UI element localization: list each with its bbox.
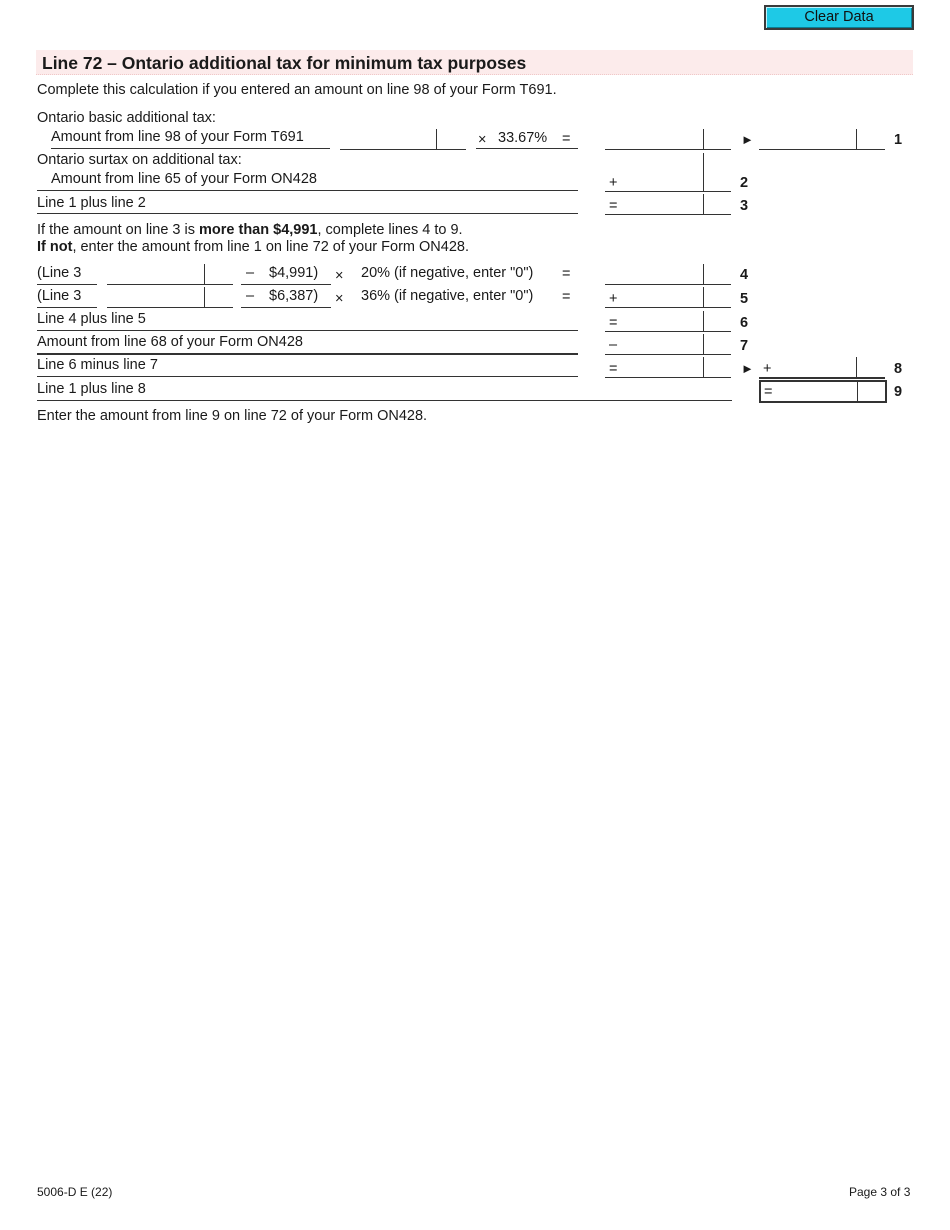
line9-total-input[interactable] <box>759 380 887 403</box>
line5-threshold-underline <box>241 307 331 308</box>
line3-equals: = <box>609 198 618 214</box>
line2-underline <box>37 190 578 191</box>
line3-amount-input[interactable] <box>605 194 731 215</box>
line2-plus: + <box>609 175 618 191</box>
line1-label-underline <box>51 148 330 149</box>
line7-number: 7 <box>740 338 749 354</box>
line8-number: 8 <box>894 361 903 377</box>
line6-label: Line 4 plus line 5 <box>37 311 146 327</box>
line8-plus: + <box>763 361 772 377</box>
line8-equals: = <box>609 361 618 377</box>
line4-result-cents-divider <box>703 264 704 284</box>
line2-amount-input[interactable] <box>605 171 731 192</box>
line7-amount-cents-divider <box>703 334 704 354</box>
line5-minus: – <box>246 288 255 304</box>
line8-label: Line 6 minus line 7 <box>37 357 158 373</box>
condition-part2: , complete lines 4 to 9. <box>317 222 463 238</box>
line8-amount-cents-divider <box>703 357 704 377</box>
line1-result-input[interactable] <box>605 129 731 150</box>
condition-part1: If the amount on line 3 is <box>37 222 200 238</box>
line4-rate-text: 20% (if negative, enter "0") <box>361 265 534 281</box>
line1-number: 1 <box>894 132 903 148</box>
line3-label: Line 1 plus line 2 <box>37 195 146 211</box>
line1-rate-underline <box>476 148 578 149</box>
line1-t691-amount-input[interactable] <box>340 129 466 150</box>
line8-underline <box>37 376 578 377</box>
line4-threshold: $4,991) <box>269 265 319 281</box>
line8-carry-input[interactable] <box>759 357 885 379</box>
line1-result-cents-divider <box>703 129 704 149</box>
clear-data-button[interactable]: Clear Data <box>764 5 914 30</box>
line7-minus: – <box>609 337 618 353</box>
condition-bold2: If not <box>37 239 73 255</box>
line1-heading: Ontario basic additional tax: <box>37 110 216 126</box>
line1-times: × <box>478 132 487 148</box>
line9-number: 9 <box>894 384 903 400</box>
condition-bold1: more than $4,991 <box>199 222 318 238</box>
closing-instruction: Enter the amount from line 9 on line 72 of your Form ON428. <box>37 408 428 424</box>
condition-line2 <box>37 240 469 255</box>
line9-equals: = <box>764 384 773 400</box>
line4-number: 4 <box>740 267 749 283</box>
line8-arrow-icon: ► <box>741 361 754 376</box>
line1-equals: = <box>562 131 571 147</box>
line1-carry-input[interactable] <box>759 129 885 150</box>
line2-amount-cents-divider <box>703 171 704 191</box>
section-title: Line 72 – Ontario additional tax for minimum tax purposes <box>42 53 527 73</box>
line5-line3-amount-input[interactable] <box>107 287 233 308</box>
condition-part3: , enter the amount from line 1 on line 72 of your Form ON428. <box>72 239 469 255</box>
line6-amount-cents-divider <box>703 311 704 331</box>
line5-number: 5 <box>740 291 749 307</box>
line1-arrow-icon: ► <box>741 132 754 147</box>
line1-t691-cents-divider <box>436 129 437 149</box>
line6-underline <box>37 330 578 331</box>
line1-carry-cents-divider <box>856 129 857 149</box>
line2-number: 2 <box>740 175 749 191</box>
line8-carry-cents-divider <box>856 357 857 377</box>
line6-amount-input[interactable] <box>605 311 731 332</box>
line7-label: Amount from line 68 of your Form ON428 <box>37 334 303 350</box>
line4-prefix: (Line 3 <box>37 265 82 281</box>
page-number: Page 3 of 3 <box>849 1185 911 1199</box>
line5-rate-text: 36% (if negative, enter "0") <box>361 288 534 304</box>
line9-cents-divider <box>857 382 858 401</box>
condition-line1 <box>37 223 463 238</box>
line7-underline <box>37 353 578 355</box>
line4-times: × <box>335 268 344 284</box>
line6-number: 6 <box>740 315 749 331</box>
line5-line3-cents-divider <box>204 287 205 307</box>
line4-line3-amount-input[interactable] <box>107 264 233 285</box>
line3-number: 3 <box>740 198 749 214</box>
line6-equals: = <box>609 315 618 331</box>
line3-underline <box>37 213 578 214</box>
line2-heading: Ontario surtax on additional tax: <box>37 152 242 168</box>
line4-equals: = <box>562 266 571 282</box>
line4-line3-cents-divider <box>204 264 205 284</box>
line2-label: Amount from line 65 of your Form ON428 <box>51 171 317 187</box>
line5-times: × <box>335 291 344 307</box>
line5-equals: = <box>562 289 571 305</box>
line9-underline <box>37 400 732 401</box>
line4-result-input[interactable] <box>605 264 731 285</box>
line7-amount-input[interactable] <box>605 334 731 355</box>
line5-prefix: (Line 3 <box>37 288 82 304</box>
line5-result-input[interactable] <box>605 287 731 308</box>
line1-label: Amount from line 98 of your Form T691 <box>51 129 304 145</box>
line4-minus: – <box>246 265 255 281</box>
line8-amount-input[interactable] <box>605 357 731 378</box>
line4-threshold-underline <box>241 284 331 285</box>
form-identifier: 5006-D E (22) <box>37 1185 113 1199</box>
line3-amount-cents-divider <box>703 194 704 214</box>
line1-rate: 33.67% <box>498 130 548 146</box>
section-header <box>36 50 913 75</box>
line5-plus: + <box>609 291 618 307</box>
line5-result-cents-divider <box>703 287 704 307</box>
line4-prefix-underline <box>37 284 97 285</box>
intro-text: Complete this calculation if you entered an amount on line 98 of your Form T691. <box>37 82 557 98</box>
line5-threshold: $6,387) <box>269 288 319 304</box>
line9-label: Line 1 plus line 8 <box>37 381 146 397</box>
line5-prefix-underline <box>37 307 97 308</box>
